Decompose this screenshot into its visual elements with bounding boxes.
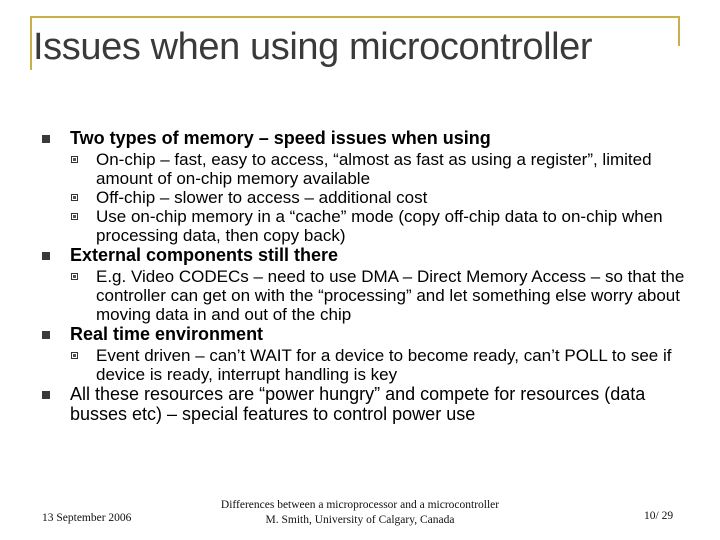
bullet-text: External components still there xyxy=(70,245,339,265)
hollow-square-bullet-icon xyxy=(71,156,78,163)
hollow-square-bullet-icon xyxy=(71,213,78,220)
sub-bullet-item xyxy=(42,267,692,324)
slide-content xyxy=(42,128,692,426)
footer-course xyxy=(210,498,510,528)
sub-bullet-item xyxy=(42,150,692,188)
square-bullet-icon xyxy=(42,331,50,339)
sub-bullet-text: Event driven – can’t WAIT for a device to become ready, can’t POLL to see if device is ready, interrupt handling is key xyxy=(96,346,672,384)
footer-date: 13 September 2006 xyxy=(42,512,132,524)
bullet-text: Two types of memory – speed issues when using xyxy=(70,128,491,148)
bullet-item xyxy=(42,128,692,148)
frame-top-line xyxy=(30,16,680,18)
sub-bullet-item xyxy=(42,188,692,207)
sub-bullet-text: On-chip – fast, easy to access, “almost as fast as using a register”, limited amount of on-chip memory available xyxy=(96,150,652,188)
bullet-item xyxy=(42,324,692,344)
hollow-square-bullet-icon xyxy=(71,273,78,280)
hollow-square-bullet-icon xyxy=(71,352,78,359)
square-bullet-icon xyxy=(42,391,50,399)
sub-bullet-text: Use on-chip memory in a “cache” mode (copy off-chip data to on-chip when processing data, then copy back) xyxy=(96,207,663,245)
sub-bullet-item xyxy=(42,346,692,384)
square-bullet-icon xyxy=(42,135,50,143)
frame-left-line xyxy=(30,16,32,70)
square-bullet-icon xyxy=(42,252,50,260)
sub-bullet-text: Off-chip – slower to access – additional cost xyxy=(96,188,428,207)
bullet-text: All these resources are “power hungry” and compete for resources (data busses etc) – special features to control power use xyxy=(70,384,646,424)
sub-bullet-text: E.g. Video CODECs – need to use DMA – Direct Memory Access – so that the controller can get on with the “processing” and let something else worry about moving data in and out of the chip xyxy=(96,267,685,324)
footer-course-line2: M. Smith, University of Calgary, Canada xyxy=(265,514,455,526)
frame-right-line xyxy=(678,16,680,46)
bullet-item xyxy=(42,245,692,265)
hollow-square-bullet-icon xyxy=(71,194,78,201)
bullet-item xyxy=(42,384,692,424)
footer-page-number: 10/ 29 xyxy=(644,510,674,522)
slide-title: Issues when using microcontroller xyxy=(33,26,593,68)
bullet-text: Real time environment xyxy=(70,324,264,344)
sub-bullet-item xyxy=(42,207,692,245)
footer-course-line1: Differences between a microprocessor and a microcontroller xyxy=(220,499,500,511)
